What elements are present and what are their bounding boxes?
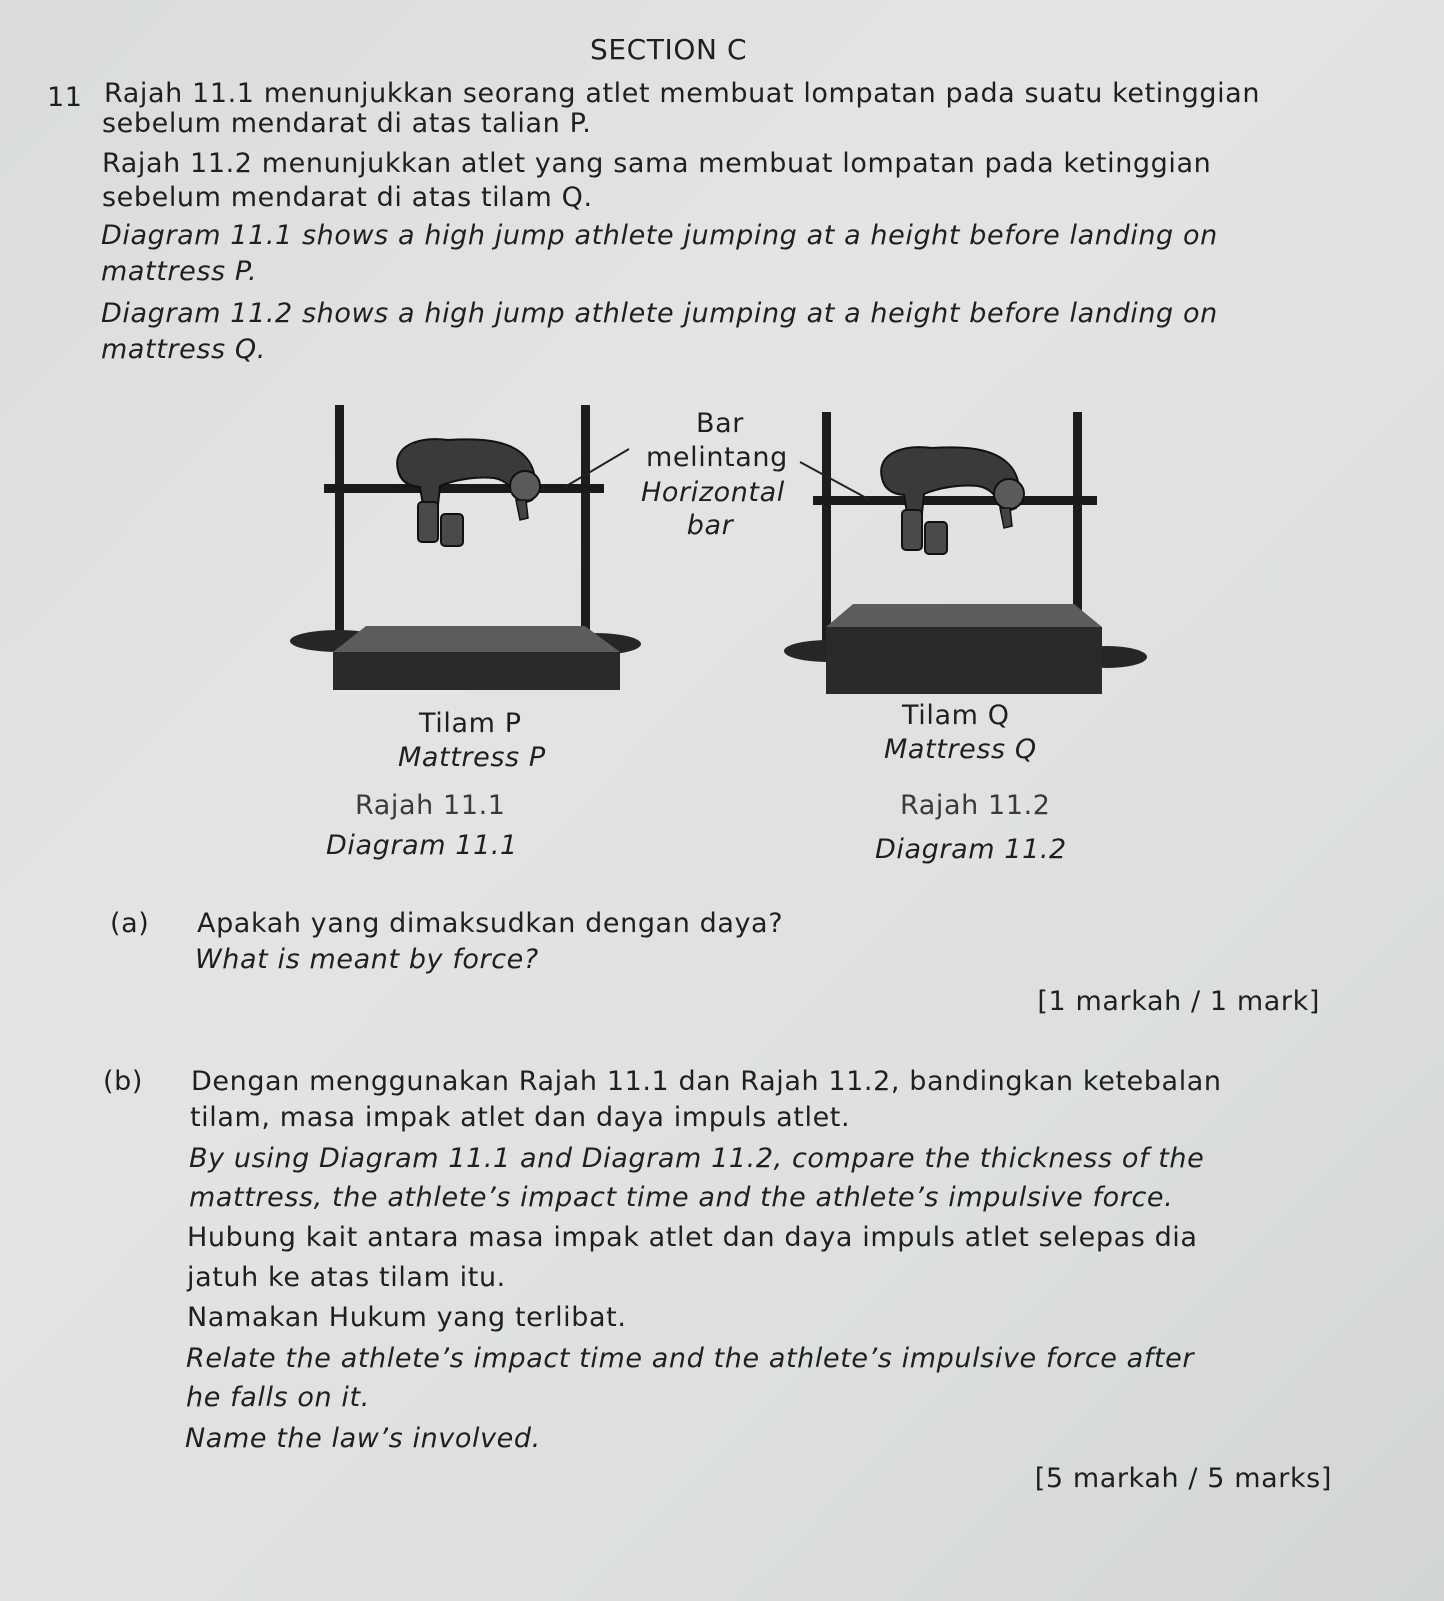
part-b-line: tilam, masa impak atlet dan daya impuls atlet. (190, 1102, 851, 1133)
intro-en-line: Diagram 11.1 shows a high jump athlete jumping at a height before landing on (101, 220, 1218, 251)
diagram-2-caption-en: Diagram 11.2 (875, 834, 1067, 865)
intro-ms-line: Rajah 11.2 menunjukkan atlet yang sama membuat lompatan pada ketinggian (102, 148, 1212, 179)
diagram-1-caption-ms: Rajah 11.1 (355, 790, 506, 821)
mattress-p-label-en: Mattress P (398, 742, 546, 773)
intro-ms-line: sebelum mendarat di atas talian P. (102, 108, 592, 139)
part-b-line: Dengan menggunakan Rajah 11.1 dan Rajah 11.2, bandingkan ketebalan (191, 1066, 1222, 1097)
part-b-line: Name the law’s involved. (185, 1423, 541, 1454)
part-a-question-en: What is meant by force? (195, 944, 539, 975)
label-leader-line (800, 462, 870, 500)
horizontal-bar (813, 496, 1097, 505)
part-b-line: By using Diagram 11.1 and Diagram 11.2, compare the thickness of the (189, 1143, 1205, 1174)
label-leader-line (563, 449, 629, 488)
part-b-line: Relate the athlete’s impact time and the athlete’s impulsive force after (186, 1343, 1195, 1374)
intro-en-line: mattress Q. (101, 334, 266, 365)
part-b-line: Namakan Hukum yang terlibat. (187, 1302, 627, 1333)
diagram-11-1-drawing (290, 405, 641, 690)
part-b-line: he falls on it. (186, 1382, 370, 1413)
mattress-q-label-en: Mattress Q (884, 734, 1037, 765)
mattress-p-label-ms: Tilam P (419, 708, 522, 739)
diagram-1-caption-en: Diagram 11.1 (326, 830, 518, 861)
part-a-question-ms: Apakah yang dimaksudkan dengan daya? (197, 908, 784, 939)
horizontal-bar (324, 484, 604, 493)
mattress-top (333, 626, 620, 652)
intro-ms-line: Rajah 11.1 menunjukkan seorang atlet membuat lompatan pada suatu ketinggian (104, 78, 1261, 109)
bar-label-en: Horizontal (641, 477, 785, 508)
left-pole (335, 405, 344, 637)
intro-en-line: mattress P. (101, 256, 258, 287)
part-b-line: mattress, the athlete’s impact time and the athlete’s impulsive force. (189, 1182, 1174, 1213)
mattress-side (826, 627, 1102, 694)
left-pole (822, 412, 831, 647)
mattress-side (333, 652, 620, 690)
diagram-2-caption-ms: Rajah 11.2 (900, 790, 1051, 821)
intro-en-line: Diagram 11.2 shows a high jump athlete jumping at a height before landing on (101, 298, 1218, 329)
intro-ms-line: sebelum mendarat di atas tilam Q. (102, 182, 593, 213)
part-b-line: jatuh ke atas tilam itu. (187, 1262, 506, 1293)
right-pole (581, 405, 590, 637)
part-b-line: Hubung kait antara masa impak atlet dan daya impuls atlet selepas dia (187, 1222, 1198, 1253)
mattress-q-label-ms: Tilam Q (902, 700, 1010, 731)
diagram-11-2-drawing (784, 412, 1147, 694)
part-a-label: (a) (110, 908, 150, 939)
bar-label-ms: melintang (646, 442, 788, 473)
bar-label-en: bar (686, 510, 734, 541)
bar-label-ms: Bar (696, 408, 744, 439)
part-b-label: (b) (103, 1066, 144, 1097)
part-a-marks: [1 markah / 1 mark] (1037, 986, 1320, 1017)
part-b-marks: [5 markah / 5 marks] (1034, 1463, 1332, 1494)
section-heading: SECTION C (590, 33, 748, 66)
mattress-top (826, 604, 1102, 627)
question-number: 11 (47, 82, 83, 113)
